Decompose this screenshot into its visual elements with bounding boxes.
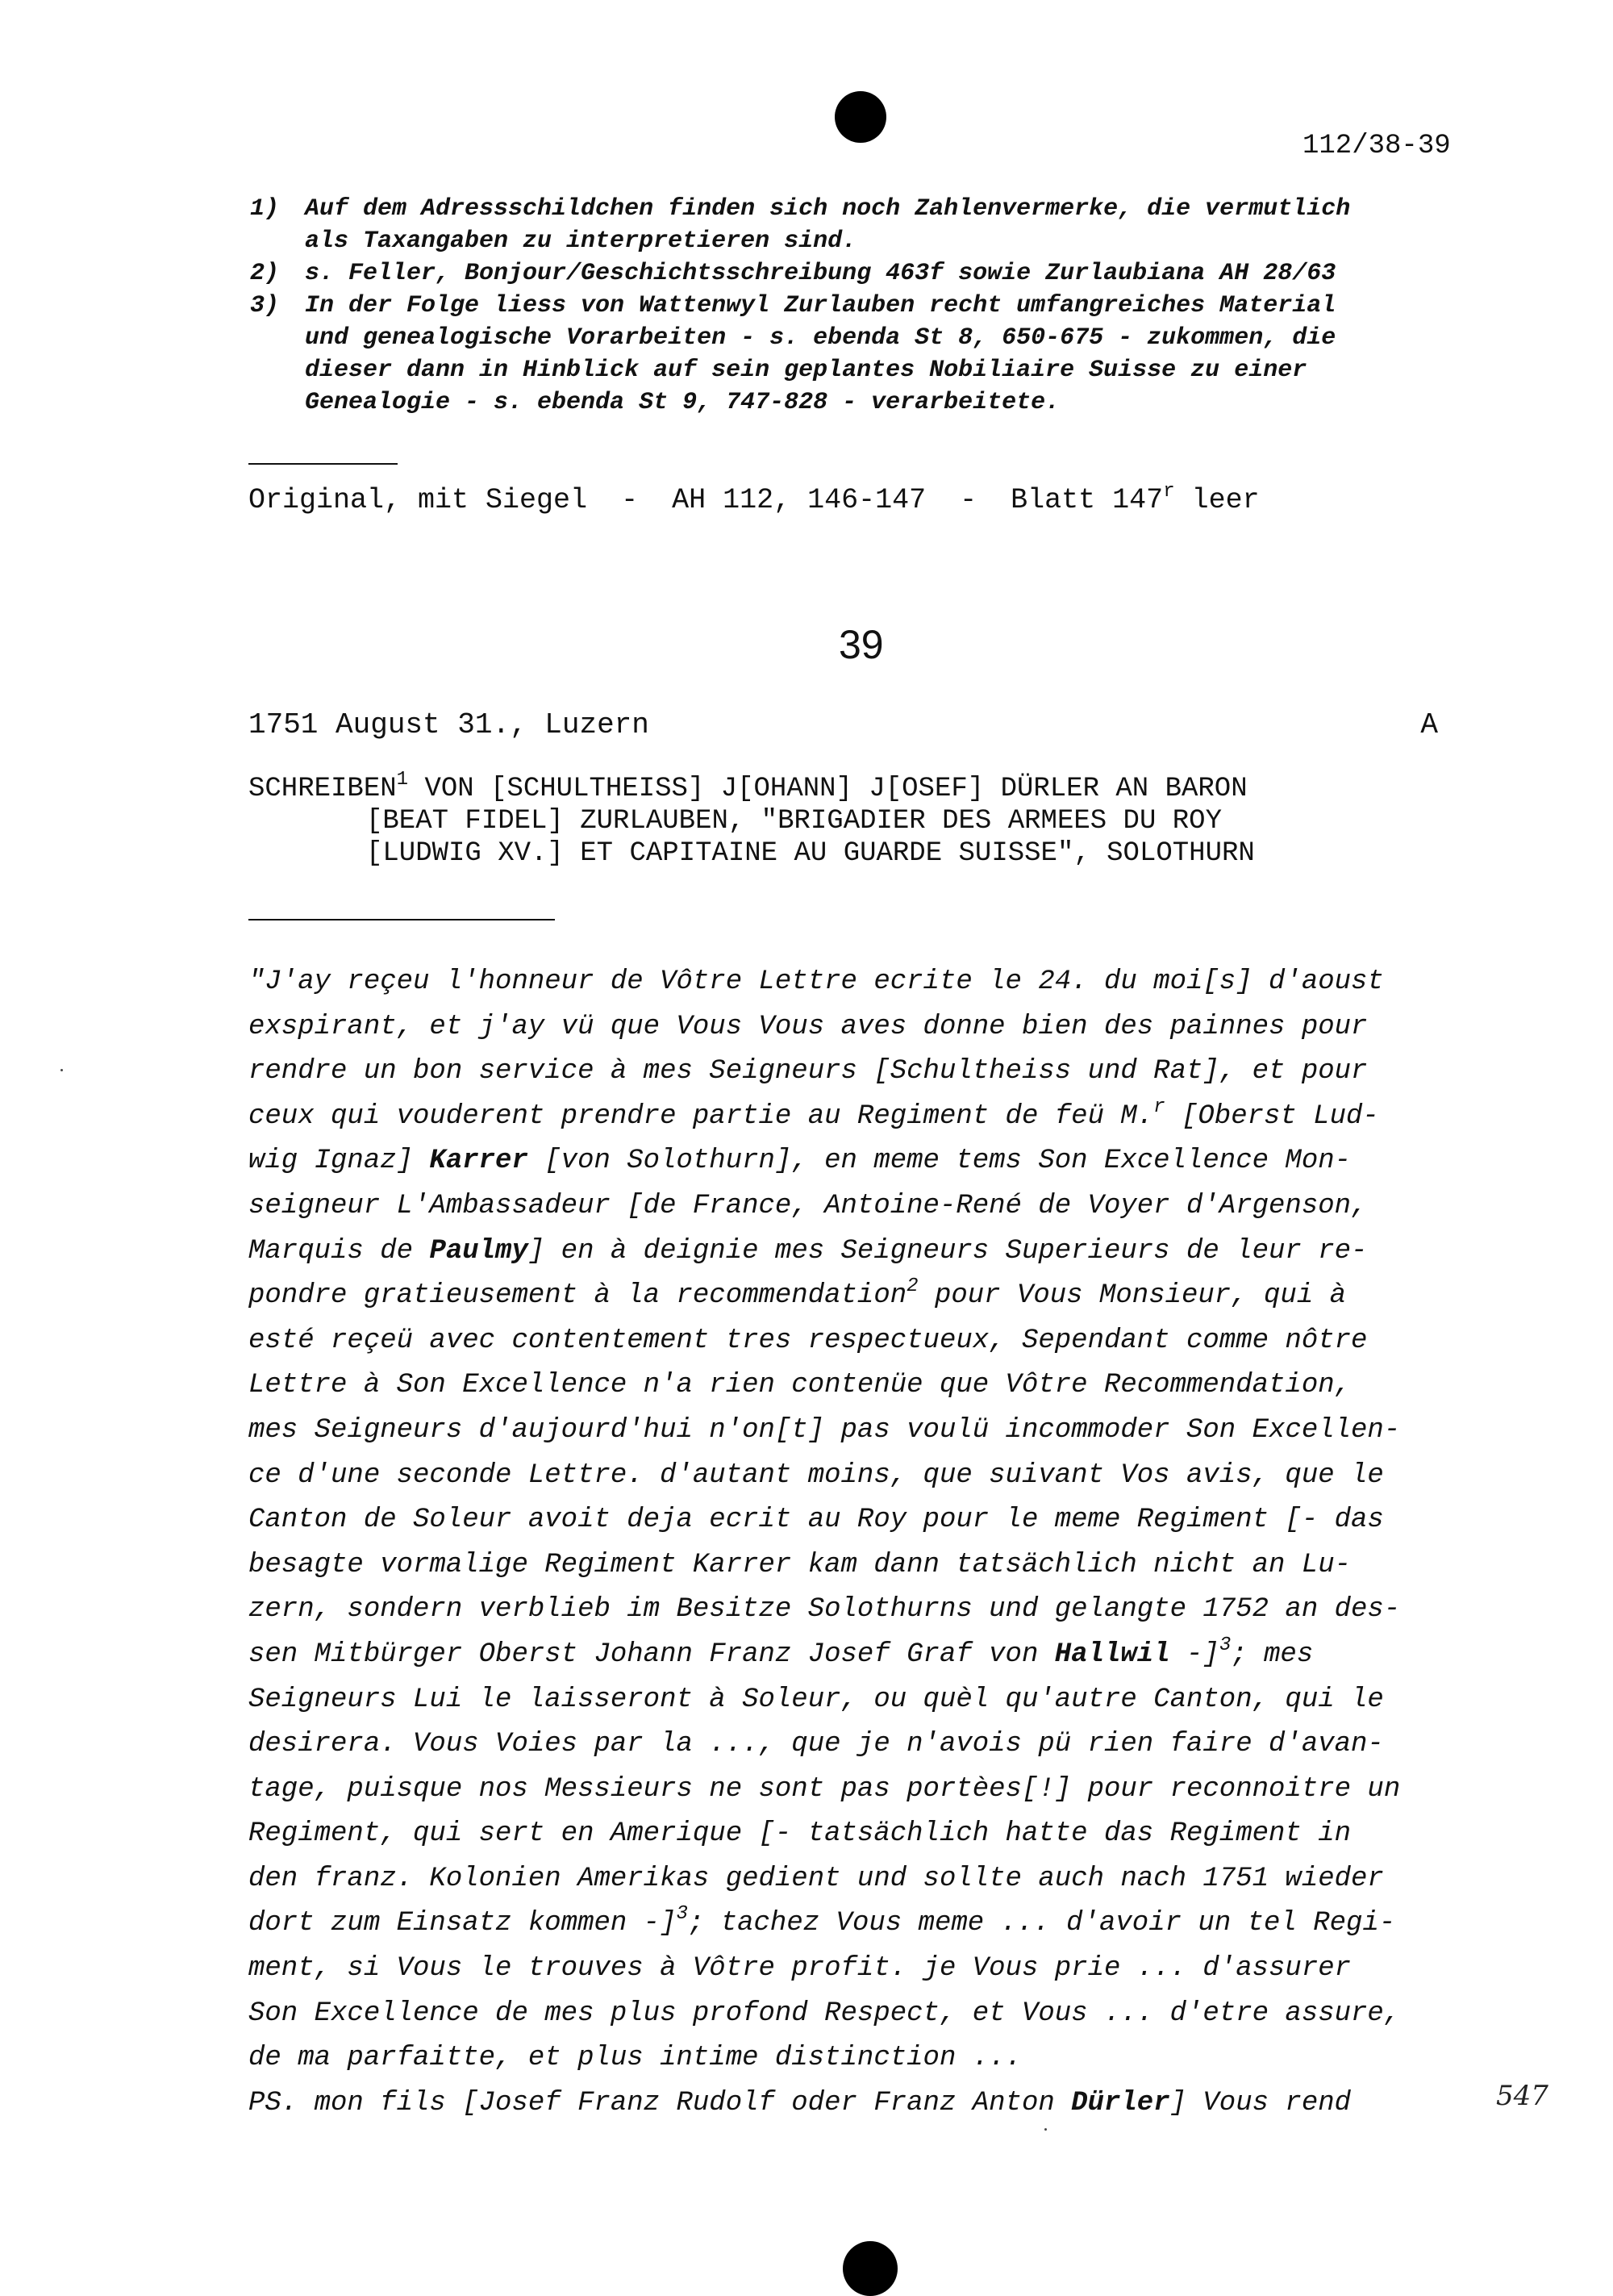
version-marker: A <box>1420 708 1438 741</box>
footnotes <box>250 193 1484 419</box>
bold-name: Paulmy <box>429 1235 528 1267</box>
source-superscript: r <box>1163 481 1175 503</box>
document-number: 39 <box>839 622 884 667</box>
text-run: -] <box>1169 1639 1219 1670</box>
letter-line: mes Seigneurs d'aujourd'hui n'on[t] pas voulü incommoder Son Excellen- <box>248 1414 1401 1446</box>
letter-line <box>248 1229 1482 1275</box>
bold-name: Hallwil <box>1054 1639 1170 1670</box>
heading-line: [BEAT FIDEL] ZURLAUBEN, "BRIGADIER DES ARMEES DU ROY <box>366 806 1222 837</box>
footnote-ref: 1 <box>396 769 409 791</box>
handwritten-page-mark: 547 <box>1496 2080 1548 2112</box>
heading-line: [LUDWIG XV.] ET CAPITAINE AU GUARDE SUISSE", SOLOTHURN <box>366 838 1255 869</box>
letter-line: ce d'une seconde Lettre. d'autant moins, que suivant Vos avis, que le <box>248 1459 1384 1491</box>
letter-line: Seigneurs Lui le laisseront à Soleur, ou quèl qu'autre Canton, qui le <box>248 1684 1384 1715</box>
letter-line: zern, sondern verblieb im Besitze Solothurns und gelangte 1752 an des- <box>248 1594 1401 1626</box>
letter-line: tage, puisque nos Messieurs ne sont pas portèes[!] pour reconnoitre un <box>248 1773 1401 1805</box>
footnote-ref: 3 <box>676 1903 688 1926</box>
text-run: [Oberst Lud- <box>1165 1100 1379 1132</box>
letter-line <box>248 1139 1482 1184</box>
text-run: ceux qui vouderent prendre partie au Regiment de feü M. <box>248 1100 1154 1132</box>
footnote-line: und genealogische Vorarbeiten - s. ebenda St 8, 650-675 - zukommen, die <box>305 324 1336 352</box>
letter-line <box>248 1095 1482 1140</box>
footnote-line: Auf dem Adressschildchen finden sich noch Zahlenvermerke, die vermutlich <box>305 195 1351 223</box>
heading-text: VON [SCHULTHEISS] J[OHANN] J[OSEF] DÜRLER AN BARON <box>408 774 1248 804</box>
superscript: r <box>1153 1096 1165 1118</box>
letter-line <box>248 1902 1482 1947</box>
footnote-line: s. Feller, Bonjour/Geschichtsschreibung 463f sowie Zurlaubiana AH 28/63 <box>305 260 1336 287</box>
footnote-line: In der Folge liess von Wattenwyl Zurlauben recht umfangreiches Material <box>305 292 1336 319</box>
footnote-line: Genealogie - s. ebenda St 9, 747-828 - verarbeitete. <box>305 389 1061 416</box>
text-run: ; tachez Vous meme ... d'avoir un tel Regi- <box>687 1908 1396 1939</box>
footnote-1 <box>250 193 1484 257</box>
letter-line <box>248 2081 1482 2127</box>
bold-name: Karrer <box>429 1146 528 1177</box>
section-divider <box>248 919 555 920</box>
text-run: dort zum Einsatz kommen -] <box>248 1908 677 1939</box>
document-heading <box>248 769 1458 870</box>
letter-line: Regiment, qui sert en Amerique [- tatsächlich hatte das Regiment in <box>248 1818 1352 1850</box>
letter-line: seigneur L'Ambassadeur [de France, Antoine-René de Voyer d'Argenson, <box>248 1190 1368 1221</box>
source-text: Original, mit Siegel - AH 112, 146-147 - Blatt 147 <box>248 484 1164 516</box>
heading-line <box>248 769 1458 805</box>
footnote-3 <box>250 290 1484 419</box>
letter-line: Lettre à Son Excellence n'a rien contenüe que Vôtre Recommendation, <box>248 1370 1352 1401</box>
text-run: PS. mon fils [Josef Franz Rudolf oder Franz Anton <box>248 2087 1072 2119</box>
footnote-text <box>305 290 1484 419</box>
text-run: pour Vous Monsieur, qui à <box>918 1280 1347 1312</box>
date-place: 1751 August 31., Luzern <box>248 708 649 741</box>
letter-line: "J'ay reçeu l'honneur de Vôtre Lettre ecrite le 24. du moi[s] d'aoust <box>248 966 1384 997</box>
footnote-ref: 2 <box>907 1275 919 1298</box>
footnote-line: als Taxangaben zu interpretieren sind. <box>305 228 857 255</box>
footnote-number: 2) <box>250 260 280 287</box>
footnote-text <box>305 193 1484 257</box>
letter-line: desirera. Vous Voies par la ..., que je n'avois pü rien faire d'avan- <box>248 1729 1384 1760</box>
letter-line: ment, si Vous le trouves à Vôtre profit. je Vous prie ... d'assurer <box>248 1953 1352 1985</box>
source-note <box>248 481 1260 516</box>
text-run: ] Vous rend <box>1169 2087 1352 2119</box>
heading-word: SCHREIBEN <box>248 774 397 804</box>
letter-line: exspirant, et j'ay vü que Vous Vous aves donne bien des painnes pour <box>248 1011 1368 1042</box>
letter-line: esté reçeü avec contentement tres respectueux, Sependant comme nôtre <box>248 1325 1368 1356</box>
footnote-ref: 3 <box>1219 1634 1232 1656</box>
footnote-number: 3) <box>250 292 280 319</box>
binder-hole-mark <box>843 2241 898 2296</box>
letter-line <box>248 1274 1482 1319</box>
scan-speck <box>1044 2128 1047 2131</box>
text-run: [von Solothurn], en meme tems Son Excellence Mon- <box>527 1146 1352 1177</box>
footnote-number: 1) <box>250 195 280 223</box>
letter-line: den franz. Kolonien Amerikas gedient und sollte auch nach 1751 wieder <box>248 1863 1384 1894</box>
text-run: pondre gratieusement à la recommendation <box>248 1280 907 1312</box>
letter-text <box>248 960 1482 2126</box>
source-text-suffix: leer <box>1174 484 1260 516</box>
footnote-2 <box>250 257 1484 290</box>
text-run: ] en à deignie mes Seigneurs Superieurs de leur re- <box>527 1235 1368 1267</box>
letter-line <box>248 1633 1482 1678</box>
text-run: Marquis de <box>248 1235 430 1267</box>
footnote-text <box>305 257 1484 290</box>
letter-line: de ma parfaitte, et plus intime distinction ... <box>248 2043 1022 2074</box>
letter-line: besagte vormalige Regiment Karrer kam dann tatsächlich nicht an Lu- <box>248 1549 1352 1580</box>
scan-speck <box>60 1069 63 1071</box>
binder-hole-mark <box>835 91 886 143</box>
text-run: wig Ignaz] <box>248 1146 430 1177</box>
bold-name: Dürler <box>1071 2087 1170 2119</box>
text-run: sen Mitbürger Oberst Johann Franz Josef Graf von <box>248 1639 1055 1670</box>
letter-line: Canton de Soleur avoit deja ecrit au Roy pour le meme Regiment [- das <box>248 1505 1384 1536</box>
letter-line: Son Excellence de mes plus profond Respect, et Vous ... d'etre assure, <box>248 1998 1401 2029</box>
letter-line: rendre un bon service à mes Seigneurs [Schultheiss und Rat], et pour <box>248 1056 1368 1087</box>
page-reference: 112/38-39 <box>1302 131 1451 161</box>
text-run: ; mes <box>1231 1639 1314 1670</box>
section-divider <box>248 463 398 465</box>
footnote-line: dieser dann in Hinblick auf sein geplantes Nobiliaire Suisse zu einer <box>305 357 1307 384</box>
date-line <box>248 708 1438 741</box>
